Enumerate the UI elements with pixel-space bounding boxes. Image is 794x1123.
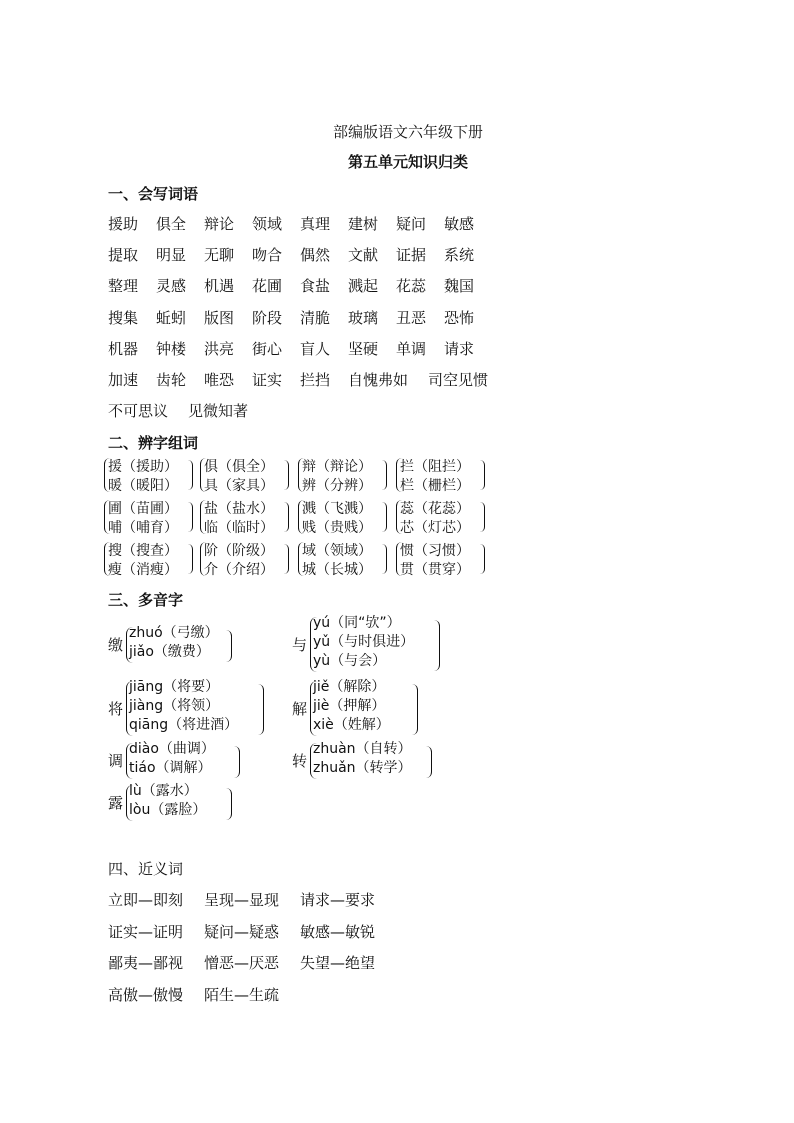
pair-text: 拦（阻拦） xyxy=(400,459,470,475)
pair-cell xyxy=(298,456,394,496)
synonym-pair: 敏感—敏锐 xyxy=(300,922,376,941)
right-brace xyxy=(480,544,485,574)
pair-cell xyxy=(396,456,492,496)
pair-text: 哺（哺育） xyxy=(108,520,178,536)
document-subtitle: 第五单元知识归类 xyxy=(348,153,469,171)
word-item: 提取 xyxy=(108,246,139,265)
polyphone-char: 露 xyxy=(108,794,124,812)
pair-text: 暖（暖阳） xyxy=(108,478,178,494)
polyphone-item xyxy=(292,614,454,675)
word-item: 见微知著 xyxy=(188,402,249,421)
polyphone-reading: zhuàn（自转） xyxy=(313,741,412,757)
pair-text: 蕊（花蕊） xyxy=(400,501,470,517)
word-item: 吻合 xyxy=(252,246,283,265)
right-brace xyxy=(426,746,432,778)
word-item: 系统 xyxy=(444,246,475,265)
synonym-pair: 失望—绝望 xyxy=(300,954,376,972)
polyphone-item xyxy=(108,740,254,782)
section-heading-polyphones: 三、多音字 xyxy=(108,591,184,609)
word-item: 魏国 xyxy=(444,277,475,296)
word-item: 请求 xyxy=(444,339,475,358)
word-item: 整理 xyxy=(108,277,139,296)
pair-cell xyxy=(200,498,296,538)
polyphone-reading: jiàng（将领） xyxy=(129,698,220,714)
right-brace xyxy=(188,460,193,490)
word-item: 溅起 xyxy=(348,277,379,296)
synonym-pair: 鄙夷—鄙视 xyxy=(108,954,184,972)
pair-text: 贯（贯穿） xyxy=(400,562,470,578)
word-item: 领域 xyxy=(252,215,283,233)
pair-text: 介（介绍） xyxy=(204,562,274,578)
pair-text: 域（领域） xyxy=(302,543,372,559)
polyphone-reading: zhuǎn（转学） xyxy=(313,760,412,776)
right-brace xyxy=(284,460,289,490)
pair-cell xyxy=(200,456,296,496)
word-item: 证据 xyxy=(396,246,427,265)
word-item: 盲人 xyxy=(300,339,331,358)
polyphone-char: 与 xyxy=(292,635,308,654)
polyphone-reading: tiáo（调解） xyxy=(129,760,212,776)
polyphone-char: 调 xyxy=(108,752,124,770)
word-item: 文献 xyxy=(348,246,379,265)
right-brace xyxy=(412,684,418,735)
word-item: 版图 xyxy=(204,308,235,327)
right-brace xyxy=(382,544,387,574)
word-item: 花圃 xyxy=(252,277,283,296)
word-item: 阶段 xyxy=(252,308,283,327)
word-item: 蚯蚓 xyxy=(156,308,187,327)
pair-cell xyxy=(104,540,200,580)
word-item: 花蕊 xyxy=(396,277,427,296)
right-brace xyxy=(480,502,485,532)
pair-text: 栏（栅栏） xyxy=(400,478,470,494)
word-item: 拦挡 xyxy=(300,371,331,389)
pair-text: 瘦（消瘦） xyxy=(108,562,178,578)
document-title: 部编版语文六年级下册 xyxy=(333,123,484,141)
polyphone-item xyxy=(292,678,432,739)
synonym-pair: 高傲—傲慢 xyxy=(108,985,184,1004)
word-item: 灵感 xyxy=(156,277,187,296)
polyphone-char: 转 xyxy=(292,752,308,770)
word-item: 真理 xyxy=(300,215,331,233)
synonym-pair: 证实—证明 xyxy=(108,922,184,941)
pair-text: 搜（搜查） xyxy=(108,543,178,559)
polyphone-reading: yù（与会） xyxy=(313,653,387,669)
right-brace xyxy=(188,502,193,532)
right-brace xyxy=(382,502,387,532)
polyphone-reading: jiāng（将要） xyxy=(129,679,220,695)
pair-text: 辨（分辨） xyxy=(302,478,372,494)
word-item: 建树 xyxy=(348,215,379,233)
right-brace xyxy=(226,630,232,662)
pair-cell xyxy=(104,498,200,538)
pair-text: 贱（贵贱） xyxy=(302,520,372,536)
polyphone-reading: jiè（押解） xyxy=(313,698,386,714)
word-item: 不可思议 xyxy=(108,402,169,421)
polyphone-reading: jiǎo（缴费） xyxy=(129,644,210,660)
polyphone-reading: lòu（露脸） xyxy=(129,802,207,818)
word-item: 机器 xyxy=(108,339,139,358)
pair-text: 辩（辩论） xyxy=(302,459,372,475)
word-item: 明显 xyxy=(156,246,187,265)
pair-text: 阶（阶级） xyxy=(204,543,274,559)
synonym-pair: 请求—要求 xyxy=(300,891,376,909)
word-item: 洪亮 xyxy=(204,339,235,358)
section-heading-distinguish: 二、辨字组词 xyxy=(108,434,199,452)
pair-text: 援（援助） xyxy=(108,459,178,475)
section-heading-words: 一、会写词语 xyxy=(108,185,199,203)
polyphone-reading: lù（露水） xyxy=(129,783,198,799)
right-brace xyxy=(234,746,240,778)
polyphone-char: 将 xyxy=(108,699,124,718)
word-item: 辩论 xyxy=(204,215,235,233)
polyphone-reading: yǔ（与时俱进） xyxy=(313,634,415,650)
pair-cell xyxy=(396,540,492,580)
polyphone-reading: qiāng（将进酒） xyxy=(129,717,239,733)
word-item: 食盐 xyxy=(300,277,331,296)
word-item: 俱全 xyxy=(156,215,187,233)
word-item: 搜集 xyxy=(108,308,139,327)
polyphone-item xyxy=(292,740,446,782)
pair-text: 圃（苗圃） xyxy=(108,501,178,517)
word-item: 司空见惯 xyxy=(428,371,489,389)
pair-cell xyxy=(396,498,492,538)
pair-text: 具（家具） xyxy=(204,478,274,494)
polyphone-item xyxy=(108,624,246,666)
word-item: 敏感 xyxy=(444,215,475,233)
word-item: 证实 xyxy=(252,371,283,389)
word-item: 清脆 xyxy=(300,308,331,327)
polyphone-item xyxy=(108,782,246,824)
polyphone-reading: jiě（解除） xyxy=(313,679,386,695)
word-item: 恐怖 xyxy=(444,308,475,327)
polyphone-char: 缴 xyxy=(108,636,124,654)
right-brace xyxy=(284,502,289,532)
section-heading-synonyms: 四、近义词 xyxy=(108,860,184,878)
word-item: 偶然 xyxy=(300,246,331,265)
pair-cell xyxy=(298,498,394,538)
synonym-pair: 疑问—疑惑 xyxy=(204,922,280,941)
word-item: 坚硬 xyxy=(348,339,379,358)
polyphone-char: 解 xyxy=(292,699,308,718)
synonym-pair: 立即—即刻 xyxy=(108,891,184,909)
pair-text: 惯（习惯） xyxy=(400,543,470,559)
pair-cell xyxy=(200,540,296,580)
synonym-pair: 呈现—显现 xyxy=(204,891,280,909)
word-item: 齿轮 xyxy=(156,371,187,389)
pair-text: 溅（飞溅） xyxy=(302,501,372,517)
word-item: 玻璃 xyxy=(348,308,379,327)
word-item: 援助 xyxy=(108,215,139,233)
word-item: 自愧弗如 xyxy=(348,371,409,389)
right-brace xyxy=(258,684,264,735)
synonym-pair: 陌生—生疏 xyxy=(204,985,280,1004)
polyphone-reading: yú（同“欤”） xyxy=(313,615,401,631)
right-brace xyxy=(188,544,193,574)
right-brace xyxy=(226,788,232,820)
pair-text: 芯（灯芯） xyxy=(400,520,470,536)
word-item: 钟楼 xyxy=(156,339,187,358)
right-brace xyxy=(382,460,387,490)
polyphone-reading: zhuó（弓缴） xyxy=(129,625,219,641)
pair-cell xyxy=(104,456,200,496)
word-item: 机遇 xyxy=(204,277,235,296)
word-item: 无聊 xyxy=(204,246,235,265)
right-brace xyxy=(284,544,289,574)
polyphone-item xyxy=(108,678,278,739)
word-item: 街心 xyxy=(252,339,283,358)
right-brace xyxy=(480,460,485,490)
pair-text: 盐（盐水） xyxy=(204,501,274,517)
word-item: 丑恶 xyxy=(396,308,427,327)
word-item: 单调 xyxy=(396,339,427,358)
polyphone-reading: xiè（姓解） xyxy=(313,717,390,733)
pair-text: 俱（俱全） xyxy=(204,459,274,475)
word-item: 疑问 xyxy=(396,215,427,233)
pair-cell xyxy=(298,540,394,580)
right-brace xyxy=(434,620,440,671)
synonym-pair: 憎恶—厌恶 xyxy=(204,954,280,972)
word-item: 唯恐 xyxy=(204,371,235,389)
polyphone-reading: diào（曲调） xyxy=(129,741,215,757)
word-item: 加速 xyxy=(108,371,139,389)
pair-text: 城（长城） xyxy=(302,562,372,578)
pair-text: 临（临时） xyxy=(204,520,274,536)
